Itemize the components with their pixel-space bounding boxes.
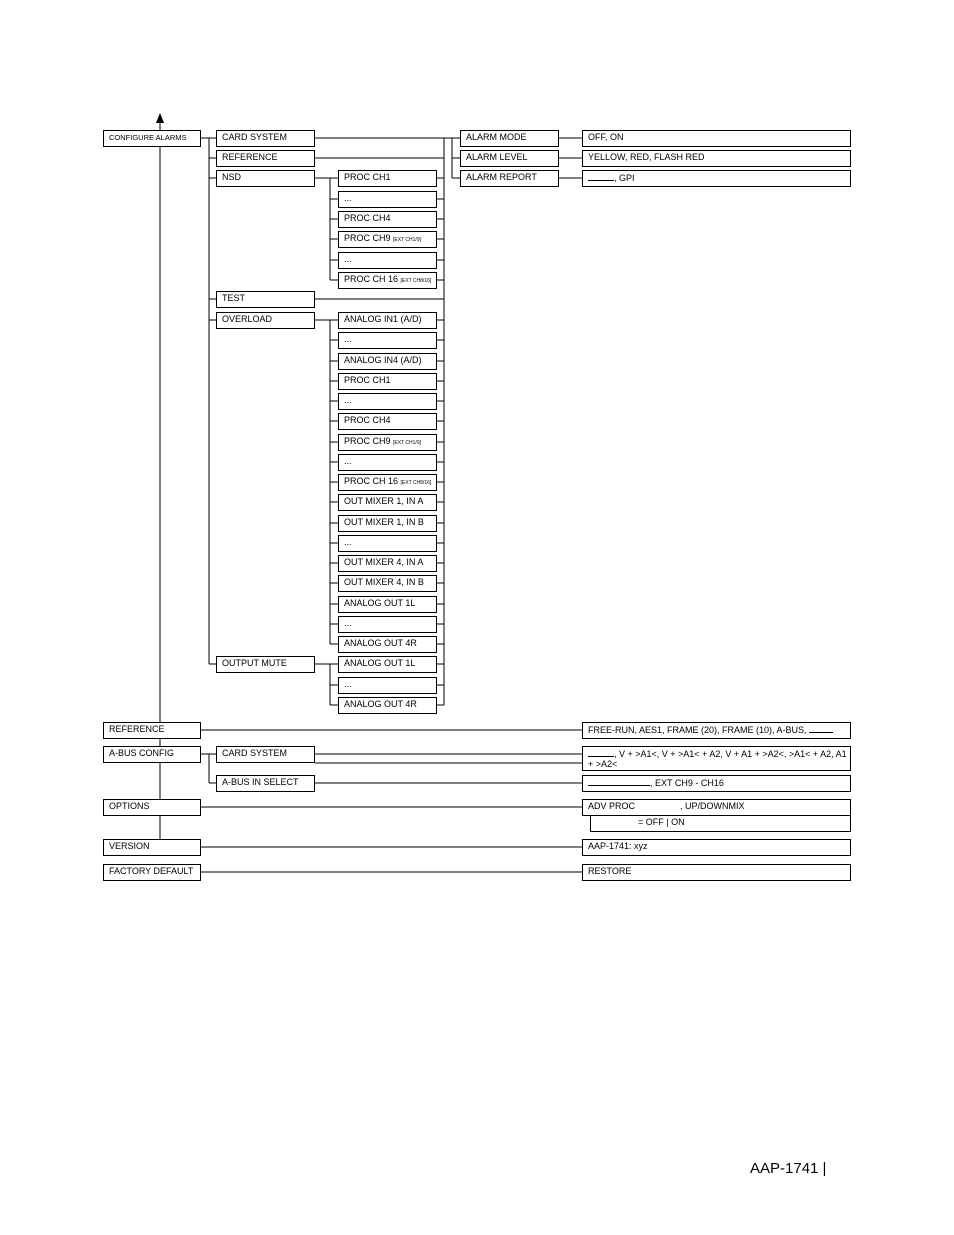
overload-item-sub: [EXT CH8/16]: [400, 480, 432, 486]
overload-item-label: OUT MIXER 4, IN A: [344, 557, 424, 567]
nsd-item[interactable]: [338, 170, 437, 187]
overload-item[interactable]: [338, 312, 437, 329]
nsd-item-sub: [EXT CH8/16]: [400, 278, 432, 284]
menu-reference-box[interactable]: REFERENCE: [103, 722, 201, 739]
reference-value: [582, 722, 851, 739]
options-value-2: = OFF | ON: [590, 815, 851, 832]
overload-item[interactable]: [338, 515, 437, 532]
overload-item-label: ...: [344, 537, 352, 547]
output-mute-item-label: ANALOG OUT 1L: [344, 658, 416, 668]
output-mute-item[interactable]: [338, 656, 437, 673]
overload-item[interactable]: [338, 373, 437, 390]
overload-item[interactable]: [338, 636, 437, 653]
overload-item-label: ANALOG IN4 (A/D): [344, 355, 422, 365]
up-arrow-icon: [156, 113, 164, 123]
overload-item[interactable]: [338, 393, 437, 410]
alarm-output-mute-box[interactable]: OUTPUT MUTE: [216, 656, 315, 673]
alarm-report-box[interactable]: ALARM REPORT: [460, 170, 559, 187]
alarm-test-box[interactable]: TEST: [216, 291, 315, 308]
overload-item[interactable]: [338, 616, 437, 633]
output-mute-item-label: ANALOG OUT 4R: [344, 699, 417, 709]
alarm-nsd-box[interactable]: NSD: [216, 170, 315, 187]
menu-factory-default-box[interactable]: FACTORY DEFAULT: [103, 864, 201, 881]
alarm-level-value: YELLOW, RED, FLASH RED: [582, 150, 851, 167]
menu-options-box[interactable]: OPTIONS: [103, 799, 201, 816]
overload-item-label: ANALOG IN1 (A/D): [344, 314, 422, 324]
blank-field: [809, 724, 833, 733]
nsd-item-label: PROC CH4: [344, 213, 391, 223]
overload-item[interactable]: [338, 535, 437, 552]
overload-item-label: OUT MIXER 1, IN A: [344, 496, 424, 506]
overload-item-label: PROC CH 16: [344, 476, 401, 486]
nsd-item[interactable]: [338, 211, 437, 228]
reference-value-text: FREE-RUN, AES1, FRAME (20), FRAME (10), A-BUS,: [588, 725, 810, 735]
configure-alarms-box[interactable]: CONFIGURE ALARMS: [103, 130, 201, 147]
abus-in-select-value: [582, 775, 851, 792]
output-mute-item-label: ...: [344, 679, 352, 689]
overload-item-label: OUT MIXER 4, IN B: [344, 577, 424, 587]
abus-card-system-value-text: , V + >A1<, V + >A1< + A2, V + A1 + >A2<, >A1< + A2, A1 + >A2<: [588, 749, 847, 769]
alarm-mode-box[interactable]: ALARM MODE: [460, 130, 559, 147]
abus-in-select-box[interactable]: A-BUS IN SELECT: [216, 775, 315, 792]
overload-item[interactable]: [338, 494, 437, 511]
alarm-level-box[interactable]: ALARM LEVEL: [460, 150, 559, 167]
overload-item[interactable]: [338, 413, 437, 430]
overload-item-label: ...: [344, 618, 352, 628]
nsd-item[interactable]: [338, 231, 437, 248]
overload-item-label: ...: [344, 334, 352, 344]
alarm-report-value: [582, 170, 851, 187]
overload-item-label: ...: [344, 395, 352, 405]
nsd-item-sub: [EXT CH1/9]: [393, 237, 421, 243]
nsd-item-label: PROC CH 16: [344, 274, 401, 284]
version-value: AAP-1741: xyz: [582, 839, 851, 856]
alarm-reference-box[interactable]: REFERENCE: [216, 150, 315, 167]
alarm-mode-value: OFF, ON: [582, 130, 851, 147]
alarm-report-value-text: , GPI: [614, 173, 635, 183]
menu-version-box[interactable]: VERSION: [103, 839, 201, 856]
output-mute-item[interactable]: [338, 697, 437, 714]
overload-item[interactable]: [338, 434, 437, 451]
overload-item-label: PROC CH1: [344, 375, 391, 385]
options-value-adv-proc: ADV PROC: [588, 801, 636, 811]
overload-item[interactable]: [338, 575, 437, 592]
overload-item-label: PROC CH9: [344, 436, 394, 446]
overload-item-label: PROC CH4: [344, 415, 391, 425]
overload-item-label: ANALOG OUT 4R: [344, 638, 417, 648]
alarm-overload-box[interactable]: OVERLOAD: [216, 312, 315, 329]
overload-item[interactable]: [338, 596, 437, 613]
nsd-item[interactable]: [338, 191, 437, 208]
overload-item[interactable]: [338, 332, 437, 349]
blank-field: [588, 777, 650, 786]
abus-in-select-value-text: , EXT CH9 - CH16: [650, 778, 724, 788]
overload-item-label: OUT MIXER 1, IN B: [344, 517, 424, 527]
overload-item[interactable]: [338, 353, 437, 370]
menu-abus-config-box[interactable]: A-BUS CONFIG: [103, 746, 201, 763]
overload-item-sub: [EXT CH1/9]: [393, 440, 421, 446]
nsd-item-label: PROC CH9: [344, 233, 394, 243]
nsd-item-label: ...: [344, 193, 352, 203]
blank-field: [588, 748, 614, 757]
nsd-item[interactable]: [338, 252, 437, 269]
abus-card-system-box[interactable]: CARD SYSTEM: [216, 746, 315, 763]
nsd-item-label: ...: [344, 254, 352, 264]
blank-field: [588, 172, 614, 181]
alarm-card-system-box[interactable]: CARD SYSTEM: [216, 130, 315, 147]
overload-item[interactable]: [338, 454, 437, 471]
factory-default-value: RESTORE: [582, 864, 851, 881]
page-footer: AAP-1741 |: [750, 1160, 827, 1177]
options-value: [582, 799, 851, 816]
nsd-item-label: PROC CH1: [344, 172, 391, 182]
overload-item-label: ...: [344, 456, 352, 466]
nsd-item[interactable]: [338, 272, 437, 289]
overload-item[interactable]: [338, 555, 437, 572]
abus-card-system-value: [582, 746, 851, 771]
overload-item-label: ANALOG OUT 1L: [344, 598, 416, 608]
output-mute-item[interactable]: [338, 677, 437, 694]
options-value-updownmix: , UP/DOWNMIX: [680, 801, 745, 811]
overload-item[interactable]: [338, 474, 437, 491]
